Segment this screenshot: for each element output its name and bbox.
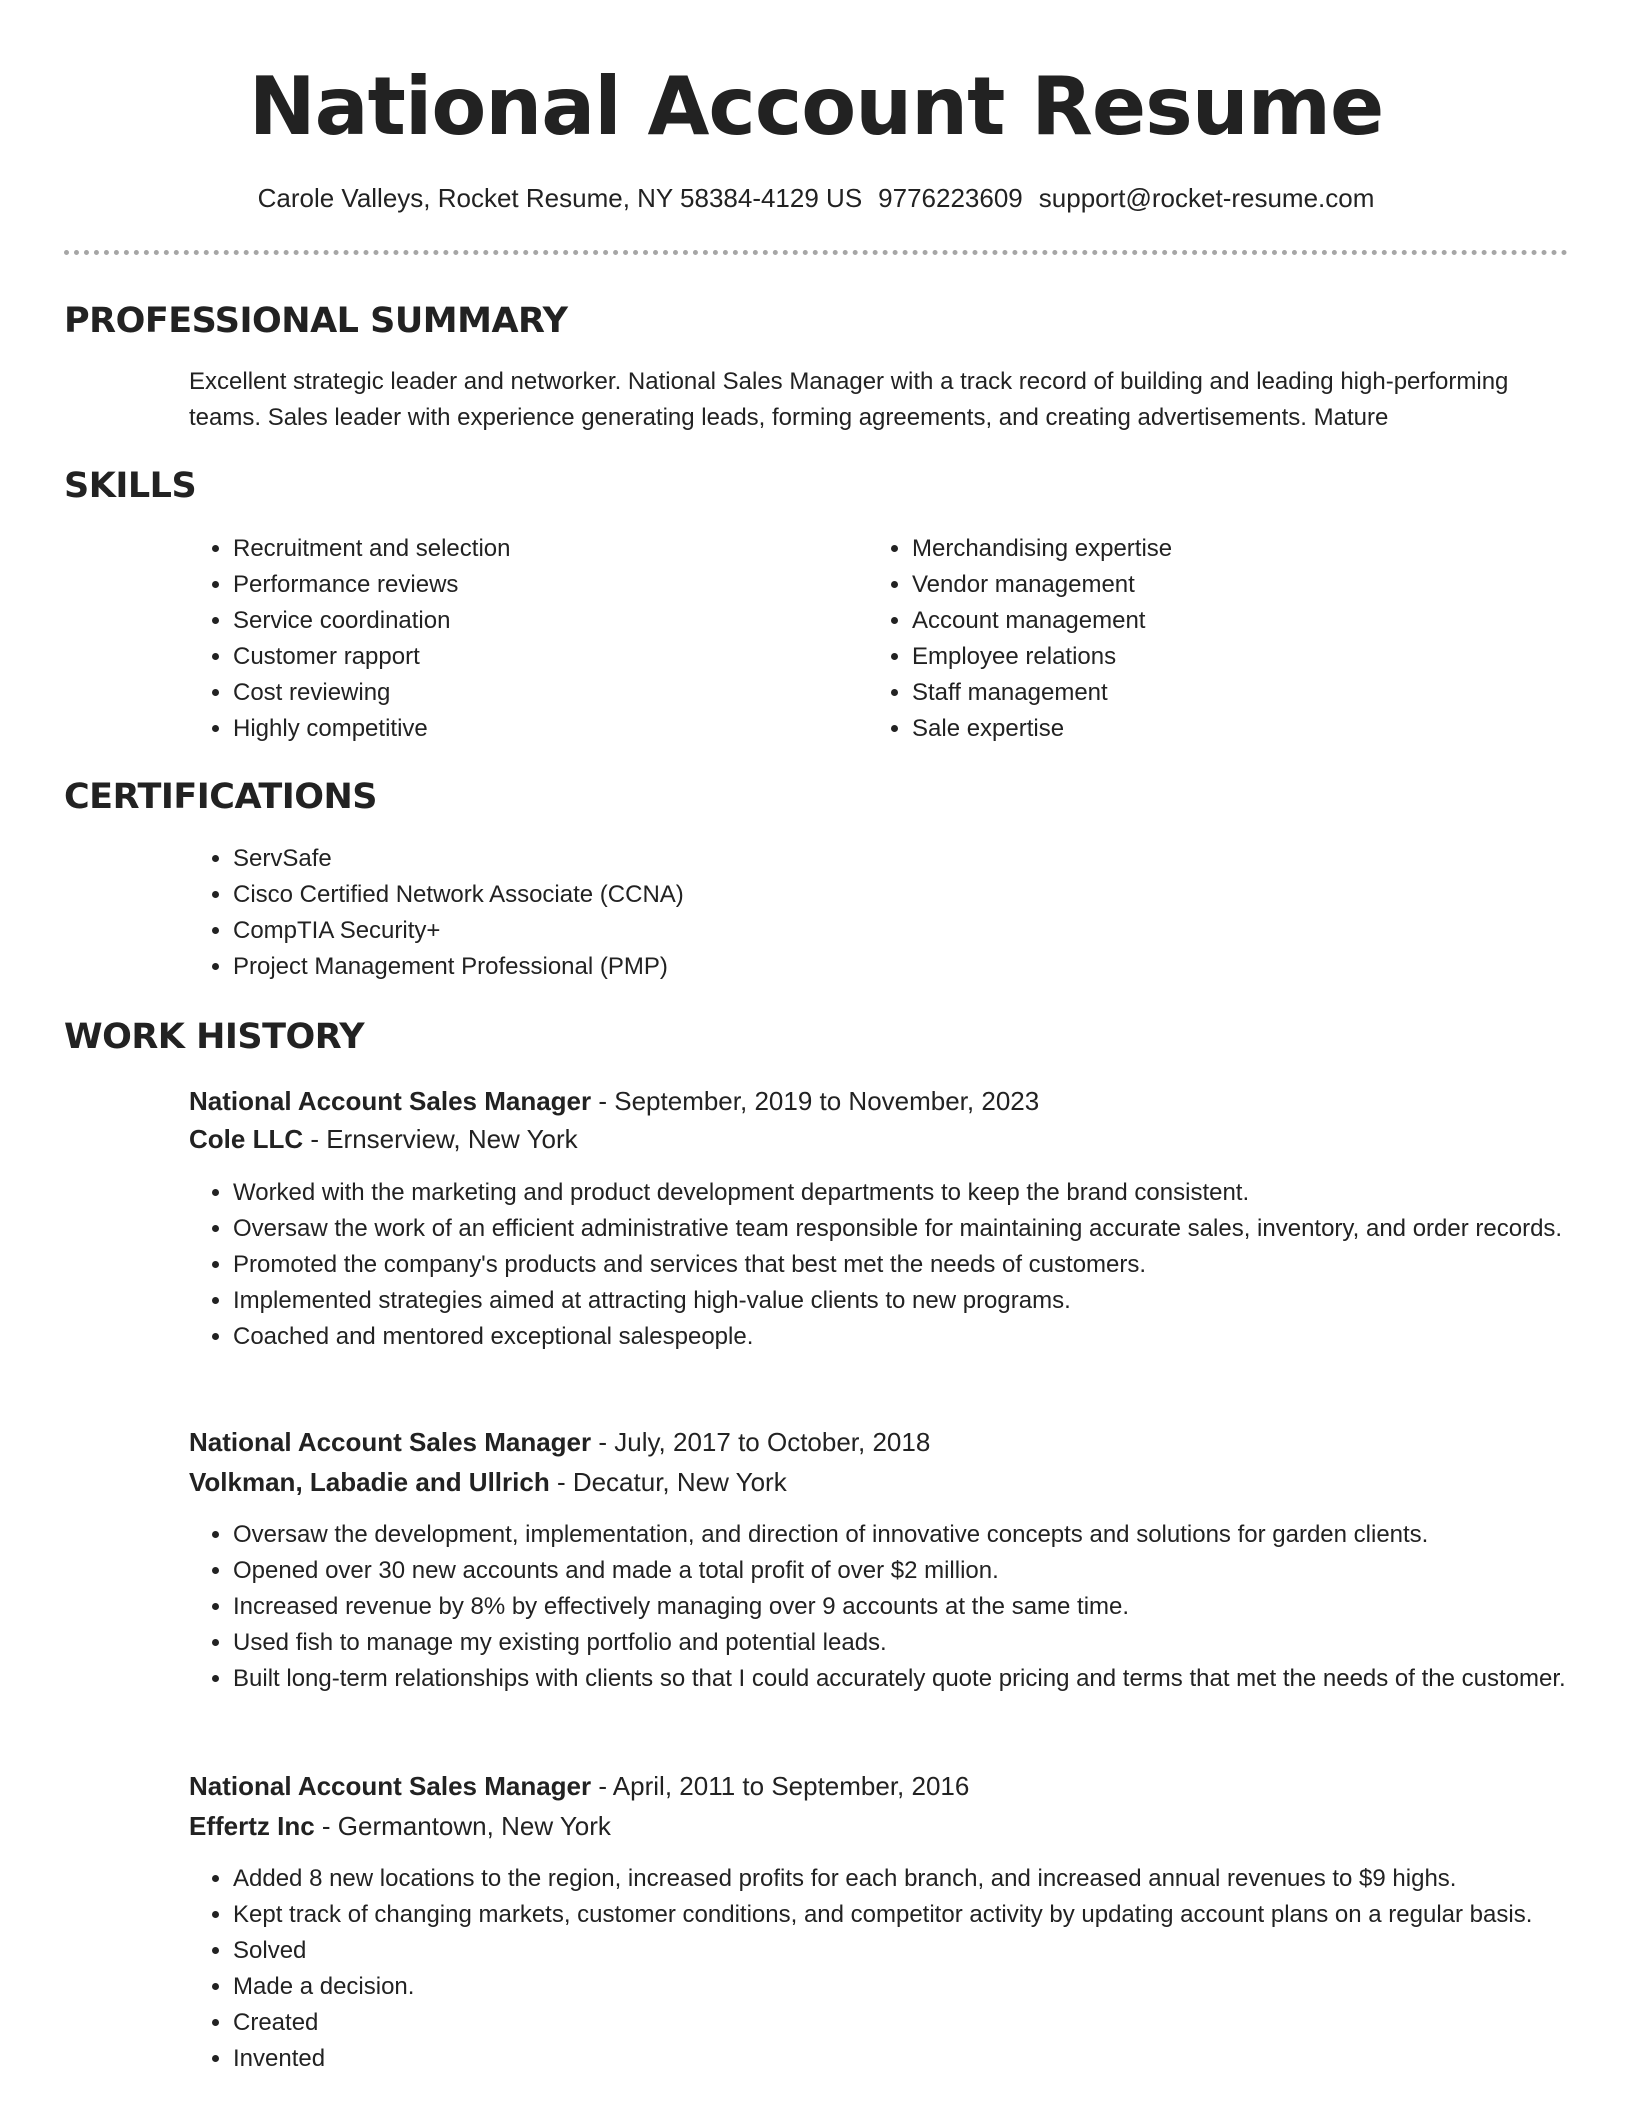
job-bullet: • Kept track of changing markets, customer conditions, and competitor activity by updating account plans on a regular basis. [233, 1897, 1613, 1933]
job-dates: - September, 2019 to November, 2023 [591, 1086, 1040, 1116]
job-location: - Ernserview, New York [303, 1124, 578, 1154]
job-bullets [189, 1517, 1613, 1697]
job-dates: - July, 2017 to October, 2018 [591, 1427, 931, 1457]
skills-list-left [189, 531, 793, 747]
skill-item: • Highly competitive [233, 711, 793, 747]
skill-item: • Recruitment and selection [233, 531, 793, 567]
job-company-line [189, 1462, 787, 1502]
skill-item: • Account management [912, 603, 1512, 639]
skill-item: • Employee relations [912, 639, 1512, 675]
job-bullet: • Worked with the marketing and product development departments to keep the brand consistent. [233, 1175, 1613, 1211]
skill-item: • Performance reviews [233, 567, 793, 603]
job-bullet: • Built long-term relationships with clients so that I could accurately quote pricing and terms that met the needs of the customer. [233, 1661, 1613, 1697]
job-company-line [189, 1806, 611, 1846]
certification-item: • Project Management Professional (PMP) [233, 949, 1533, 985]
job-title: National Account Sales Manager [189, 1427, 592, 1457]
summary-text: Excellent strategic leader and networker. National Sales Manager with a track record of building and leading high-performing teams. Sales leader with experience generating leads, forming agreements, and creating advertisements. Mature [189, 368, 1509, 431]
certification-item: • Cisco Certified Network Associate (CCNA) [233, 877, 1533, 913]
job-company-line [189, 1119, 578, 1159]
skills-heading: SKILLS [64, 466, 197, 506]
skills-list-right [868, 531, 1512, 747]
job-company: Effertz Inc [189, 1811, 315, 1841]
certification-item: • ServSafe [233, 841, 1533, 877]
job-title-line [189, 1766, 969, 1806]
job-bullet: • Invented [233, 2041, 1613, 2077]
contact-line [0, 178, 1632, 218]
work-history-heading: WORK HISTORY [64, 1017, 365, 1057]
skill-item: • Cost reviewing [233, 675, 793, 711]
skill-item: • Customer rapport [233, 639, 793, 675]
skill-item: • Merchandising expertise [912, 531, 1512, 567]
job-dates: - April, 2011 to September, 2016 [591, 1771, 970, 1801]
job-bullet: • Added 8 new locations to the region, increased profits for each branch, and increased annual revenues to $9 highs. [233, 1861, 1613, 1897]
job-bullets [189, 1861, 1613, 2077]
certification-item: • CompTIA Security+ [233, 913, 1533, 949]
job-title: National Account Sales Manager [189, 1086, 592, 1116]
job-company: Cole LLC [189, 1124, 304, 1154]
job-bullet: • Promoted the company's products and services that best met the needs of customers. [233, 1247, 1613, 1283]
job-bullet: • Opened over 30 new accounts and made a total profit of over $2 million. [233, 1553, 1613, 1589]
job-location: - Germantown, New York [314, 1811, 611, 1841]
resume-title: National Account Resume [248, 60, 1384, 153]
header-divider [64, 250, 1568, 255]
job-bullet: • Oversaw the development, implementation, and direction of innovative concepts and solutions for garden clients. [233, 1517, 1613, 1553]
job-bullet: • Implemented strategies aimed at attracting high-value clients to new programs. [233, 1283, 1613, 1319]
certifications-heading: CERTIFICATIONS [64, 777, 378, 817]
job-bullet: • Solved [233, 1933, 1613, 1969]
job-bullet: • Coached and mentored exceptional salespeople. [233, 1319, 1613, 1355]
job-title: National Account Sales Manager [189, 1771, 592, 1801]
certifications-list [189, 841, 1533, 985]
job-bullets [189, 1175, 1613, 1355]
skill-item: • Service coordination [233, 603, 793, 639]
job-bullet: • Made a decision. [233, 1969, 1613, 2005]
job-location: - Decatur, New York [549, 1467, 787, 1497]
contact-address: Carole Valleys, Rocket Resume, NY 58384-4129 US [257, 183, 863, 213]
job-bullet: • Created [233, 2005, 1613, 2041]
job-bullet: • Oversaw the work of an efficient administrative team responsible for maintaining accurate sales, inventory, and order records. [233, 1211, 1613, 1247]
job-bullet: • Used fish to manage my existing portfolio and potential leads. [233, 1625, 1613, 1661]
skill-item: • Vendor management [912, 567, 1512, 603]
job-title-line [189, 1081, 1039, 1121]
skill-item: • Staff management [912, 675, 1512, 711]
job-bullet: • Increased revenue by 8% by effectively managing over 9 accounts at the same time. [233, 1589, 1613, 1625]
skill-item: • Sale expertise [912, 711, 1512, 747]
summary-heading: PROFESSIONAL SUMMARY [64, 301, 568, 341]
job-title-line [189, 1422, 930, 1462]
contact-phone: 9776223609 [878, 183, 1023, 213]
job-company: Volkman, Labadie and Ullrich [189, 1467, 550, 1497]
contact-email[interactable]: support@rocket-resume.com [1038, 183, 1375, 213]
